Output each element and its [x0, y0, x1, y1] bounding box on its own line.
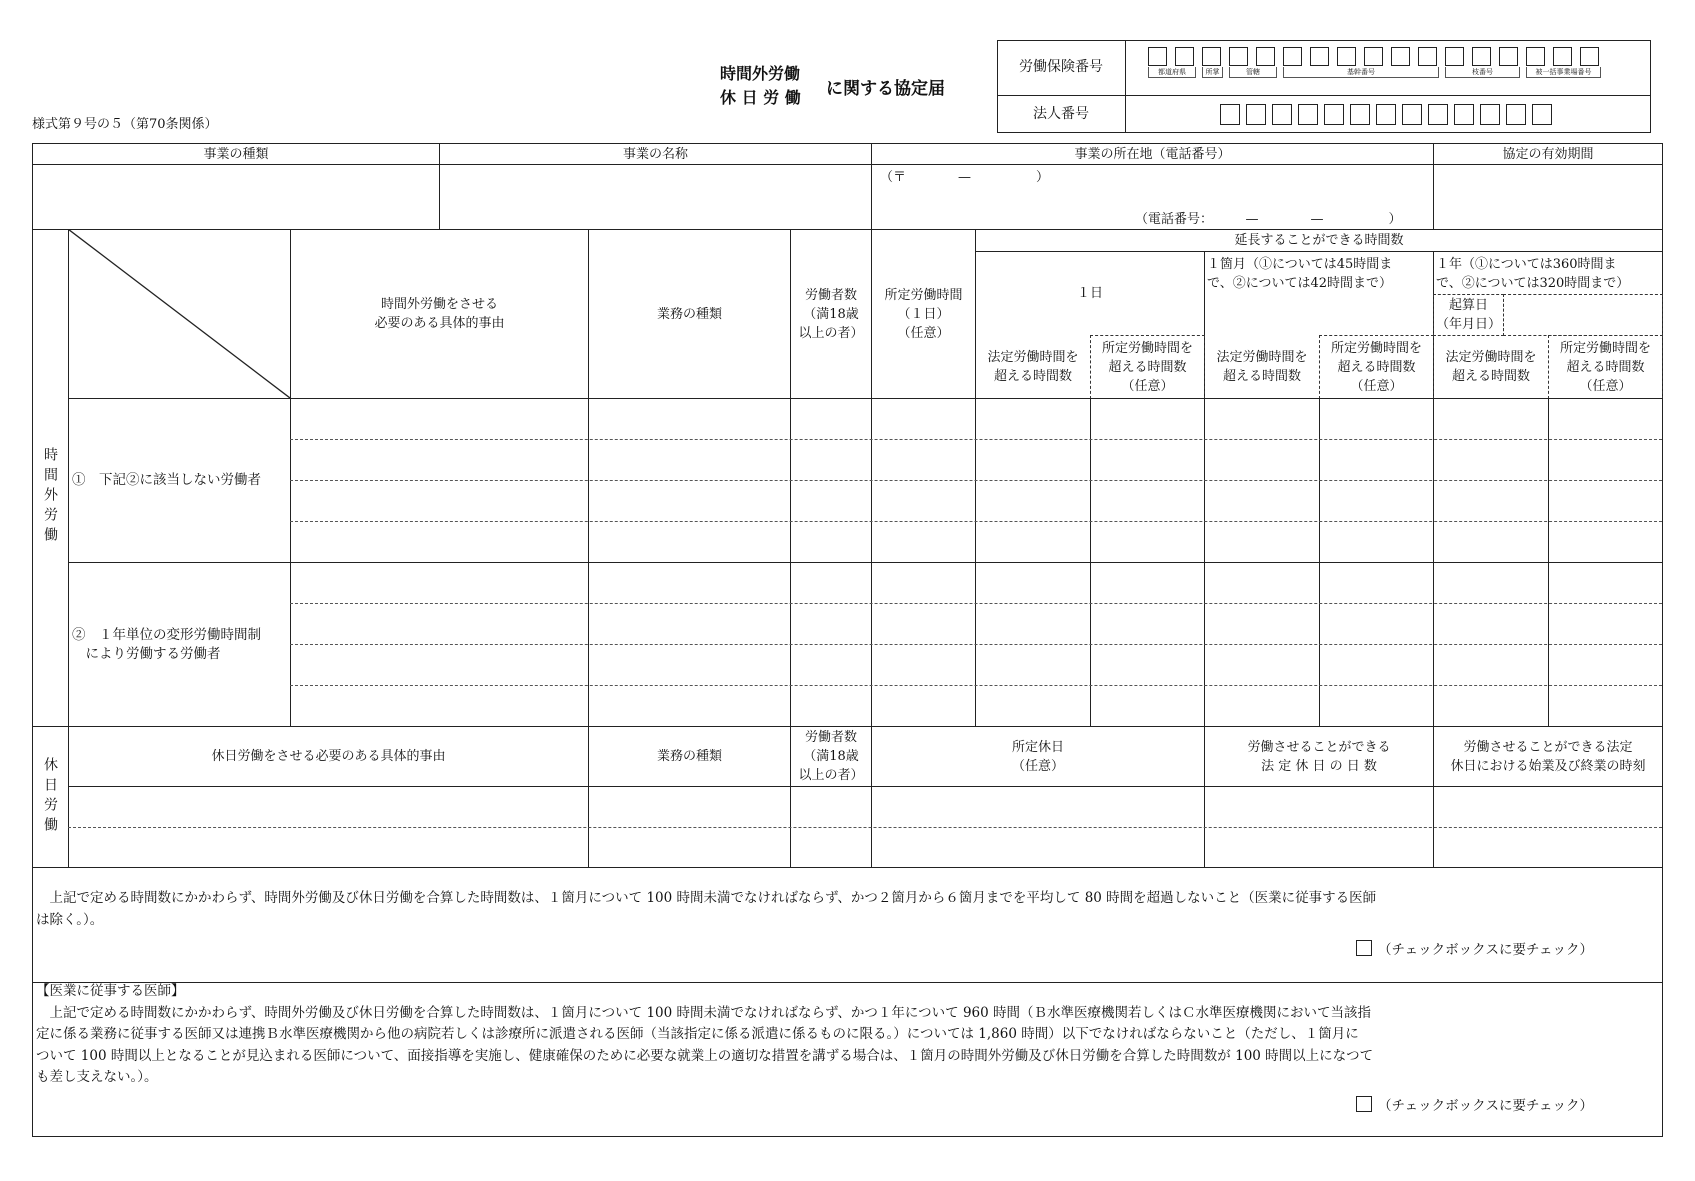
row-separator — [68, 827, 1662, 828]
digit-box[interactable] — [1202, 47, 1221, 66]
holiday-side-label: 休日労働 — [42, 757, 58, 837]
month-legal-subheader: 法定労働時間を 超える時間数 — [1216, 350, 1308, 384]
digit-box[interactable] — [1272, 104, 1292, 125]
row-separator — [290, 644, 1662, 645]
doctor-notice-line: 上記で定める時間数にかかわらず、時間外労働及び休日労働を合算した時間数は、１箇月について 100 時間未満でなければならず、かつ１年について 960 時間（Ｂ水準医療機関若しくはＣ水準医療機関において当該指 — [36, 1004, 1371, 1021]
row2-label: ② １年単位の変形労働時間制 により労働する労働者 — [68, 562, 291, 727]
insurance-group-label: 都道府県 — [1148, 67, 1196, 78]
overtime-side-label: 時間外労働 — [42, 447, 58, 547]
title-line2: 休 日 労 働 — [720, 88, 801, 107]
digit-box[interactable] — [1310, 47, 1329, 66]
diagonal-line — [68, 229, 290, 398]
day-scheduled-subheader: 所定労働時間を 超える時間数 （任意） — [1090, 335, 1205, 399]
digit-box[interactable] — [1418, 47, 1437, 66]
digit-box[interactable] — [1445, 47, 1464, 66]
business-type-field[interactable] — [32, 164, 440, 230]
month-header: １箇月（①については45時間ま で、②については42時間まで） — [1207, 257, 1393, 291]
digit-box[interactable] — [1402, 104, 1422, 125]
overtime-job-header: 業務の種類 — [588, 229, 791, 399]
doctor-checkbox-label: （チェックボックスに要チェック） — [1378, 1098, 1594, 1114]
postal-code-field[interactable]: （〒 — ） — [880, 170, 1050, 185]
insurance-number-label: 労働保険番号 — [1019, 59, 1103, 75]
title-suffix: に関する協定届 — [826, 79, 945, 99]
insurance-group-label: 所掌 — [1202, 67, 1223, 78]
notice-checkbox[interactable] — [1356, 940, 1372, 956]
holiday-workers-header: 労働者数 （満18歳 以上の者） — [790, 726, 872, 787]
agreement-period-field[interactable] — [1433, 164, 1663, 230]
digit-box[interactable] — [1499, 47, 1518, 66]
insurance-group-label: 枝番号 — [1445, 67, 1520, 78]
digit-box[interactable] — [1428, 104, 1448, 125]
business-type-header: 事業の種類 — [32, 143, 440, 165]
notice-line: 上記で定める時間数にかかわらず、時間外労働及び休日労働を合算した時間数は、１箇月について 100 時間未満でなければならず、かつ２箇月から６箇月までを平均して 80 時間を超過しないこと（医業に従事する医師 — [36, 890, 1377, 906]
notice-paragraph — [36, 888, 1656, 931]
row-separator — [290, 480, 1662, 481]
business-name-header: 事業の名称 — [439, 143, 872, 165]
digit-box[interactable] — [1298, 104, 1318, 125]
digit-box[interactable] — [1532, 104, 1552, 125]
row-separator — [290, 521, 1662, 522]
insurance-number-boxes[interactable] — [1148, 47, 1607, 66]
notice-checkbox-label: （チェックボックスに要チェック） — [1378, 942, 1594, 958]
doctor-notice-paragraph — [36, 981, 1656, 1089]
doctor-checkbox[interactable] — [1356, 1096, 1372, 1112]
holiday-times-header: 労働させることができる法定 休日における始業及び終業の時刻 — [1433, 726, 1663, 787]
row-separator — [290, 685, 1662, 686]
insurance-group-label: 管轄 — [1229, 67, 1277, 78]
doctor-checkbox-row — [1356, 1094, 1593, 1114]
start-date-field[interactable] — [1503, 294, 1663, 336]
notice-checkbox-row — [1356, 938, 1593, 958]
digit-box[interactable] — [1350, 104, 1370, 125]
digit-box[interactable] — [1324, 104, 1344, 125]
digit-box[interactable] — [1229, 47, 1248, 66]
month-scheduled-subheader: 所定労働時間を 超える時間数 （任意） — [1319, 335, 1434, 399]
holiday-reason-header: 休日労働をさせる必要のある具体的事由 — [68, 726, 589, 787]
digit-box[interactable] — [1376, 104, 1396, 125]
start-date-label: 起算日 （年月日） — [1433, 294, 1504, 336]
overtime-reason-header: 時間外労働をさせる 必要のある具体的事由 — [290, 229, 589, 399]
digit-box[interactable] — [1526, 47, 1545, 66]
phone-field[interactable]: （電話番号： — — ） — [1135, 212, 1402, 227]
doctor-notice-line: ついて 100 時間以上となることが見込まれる医師について、面接指導を実施し、健康確保のために必要な就業上の適切な措置を講ずる場合は、１箇月の時間外労働及び休日労働を合算した時間数が 100 時間以上になつて — [36, 1047, 1374, 1064]
row-separator — [290, 603, 1662, 604]
business-name-field[interactable] — [439, 164, 872, 230]
digit-box[interactable] — [1246, 104, 1266, 125]
day-header: １日 — [1076, 286, 1103, 301]
digit-box[interactable] — [1553, 47, 1572, 66]
year-header: １年（①については360時間ま で、②については320時間まで） — [1436, 257, 1630, 291]
insurance-group-label: 被一括事業場番号 — [1526, 67, 1601, 78]
corporate-number-label: 法人番号 — [1033, 105, 1089, 122]
row-separator — [290, 439, 1662, 440]
digit-box[interactable] — [1472, 47, 1491, 66]
year-scheduled-subheader: 所定労働時間を 超える時間数 （任意） — [1548, 335, 1663, 399]
corporate-number-boxes[interactable] — [1220, 104, 1558, 125]
divider — [1125, 40, 1126, 133]
form-id: 様式第９号の５（第70条関係） — [32, 117, 218, 132]
digit-box[interactable] — [1391, 47, 1410, 66]
digit-box[interactable] — [1480, 104, 1500, 125]
year-legal-subheader: 法定労働時間を 超える時間数 — [1445, 350, 1537, 384]
title-stack — [720, 62, 801, 110]
doctor-notice-line: 定に係る業務に従事する医師又は連携Ｂ水準医療機関から他の病院若しくは診療所に派遣される医師（当該指定に係る派遣に係るものに限る。）については 1,860 時間）以下でなければならないこと（ただし、１箇月に — [36, 1026, 1359, 1042]
row1-label: ① 下記②に該当しない労働者 — [68, 398, 291, 563]
digit-box[interactable] — [1580, 47, 1599, 66]
digit-box[interactable] — [1337, 47, 1356, 66]
title-line1: 時間外労働 — [720, 64, 801, 83]
business-address-header: 事業の所在地（電話番号） — [871, 143, 1434, 165]
notice-line: は除く。）。 — [36, 911, 104, 928]
digit-box[interactable] — [1454, 104, 1474, 125]
agreement-period-header: 協定の有効期間 — [1433, 143, 1663, 165]
scheduled-hours-header: 所定労働時間 （１日） （任意） — [871, 229, 976, 399]
extension-header: 延長することができる時間数 — [975, 229, 1663, 252]
doctor-notice-line: も差し支えない。）。 — [36, 1069, 158, 1085]
digit-box[interactable] — [1283, 47, 1302, 66]
holiday-days-header: 労働させることができる 法 定 休 日 の 日 数 — [1204, 726, 1434, 787]
scheduled-holiday-header: 所定休日 （任意） — [871, 726, 1205, 787]
digit-box[interactable] — [1364, 47, 1383, 66]
digit-box[interactable] — [1220, 104, 1240, 125]
digit-box[interactable] — [1506, 104, 1526, 125]
insurance-group-label: 基幹番号 — [1283, 67, 1439, 78]
digit-box[interactable] — [1175, 47, 1194, 66]
day-legal-subheader: 法定労働時間を 超える時間数 — [987, 350, 1079, 384]
digit-box[interactable] — [1256, 47, 1275, 66]
doctor-notice-heading: 【医業に従事する医師】 — [36, 983, 185, 999]
overtime-workers-header: 労働者数 （満18歳 以上の者） — [790, 229, 872, 399]
holiday-job-header: 業務の種類 — [588, 726, 791, 787]
digit-box[interactable] — [1148, 47, 1167, 66]
